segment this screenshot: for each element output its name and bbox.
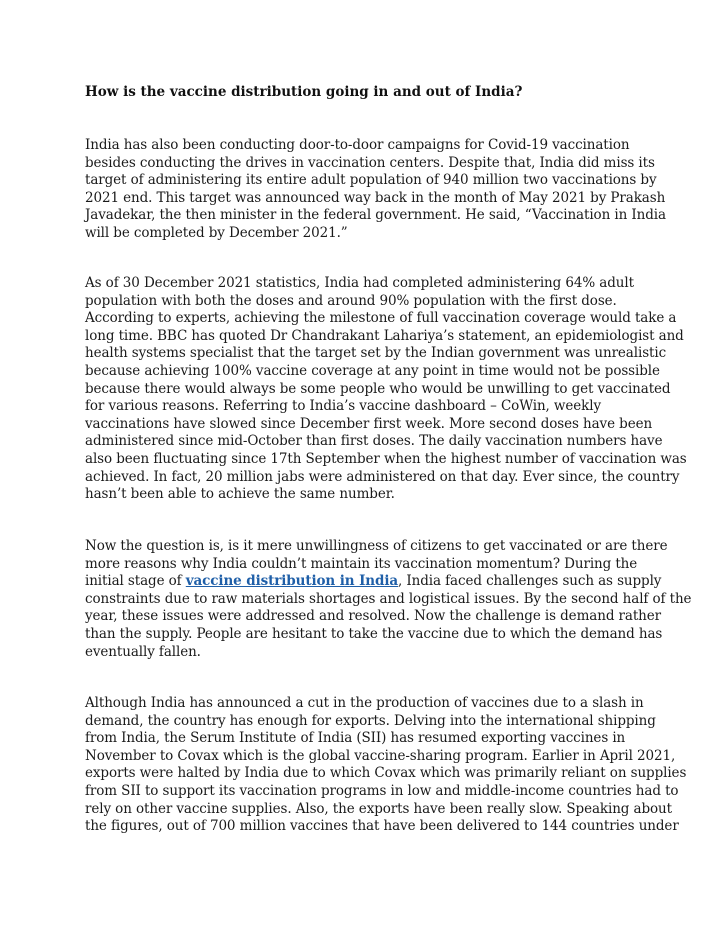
text-line: will be completed by December 2021.” (85, 224, 348, 241)
paragraph-statistics (85, 275, 687, 504)
text-line: exports were halted by India due to which Covax which was primarily reliant on supplies (85, 765, 687, 782)
text-line: November to Covax which is the global vaccine-sharing program. Earlier in April 2021, (85, 747, 676, 764)
text-line: also been fluctuating since 17th September when the highest number of vaccination was (85, 450, 687, 467)
vaccine-distribution-link[interactable]: vaccine distribution in India (185, 573, 399, 590)
text-line: the figures, out of 700 million vaccines that have been delivered to 144 countries under (85, 818, 679, 835)
text-line: vaccinations have slowed since December first week. More second doses have been (85, 415, 653, 432)
section-heading: How is the vaccine distribution going in and out of India? (85, 84, 523, 100)
text-line: from SII to support its vaccination programs in low and middle-income countries had to (85, 782, 679, 799)
text-line: According to experts, achieving the milestone of full vaccination coverage would take a (85, 310, 677, 327)
paragraph-momentum (85, 538, 692, 661)
text-line: target of administering its entire adult population of 940 million two vaccinations by (85, 172, 657, 189)
text-line: 2021 end. This target was announced way back in the month of May 2021 by Prakash (85, 189, 666, 206)
text-line: hasn’t been able to achieve the same number. (85, 486, 395, 503)
text-line: for various reasons. Referring to India’s vaccine dashboard – CoWin, weekly (85, 398, 601, 415)
text-line: long time. BBC has quoted Dr Chandrakant Lahariya’s statement, an epidemiologist and (85, 327, 684, 344)
text-line: Javadekar, the then minister in the federal government. He said, “Vaccination in India (85, 207, 666, 224)
text-line: health systems specialist that the target set by the Indian government was unrealistic (85, 345, 667, 362)
text-line: besides conducting the drives in vaccination centers. Despite that, India did miss its (85, 154, 655, 171)
link-suffix-text: , India faced challenges such as supply (398, 573, 662, 590)
text-line: than the supply. People are hesitant to take the vaccine due to which the demand has (85, 625, 663, 642)
text-line: rely on other vaccine supplies. Also, the exports have been really slow. Speaking about (85, 800, 672, 817)
text-line: demand, the country has enough for exports. Delving into the international shipping (85, 712, 656, 729)
link-prefix-text: initial stage of (85, 573, 186, 590)
text-line: constraints due to raw materials shortages and logistical issues. By the second half of the (85, 590, 692, 607)
text-line: administered since mid-October than first doses. The daily vaccination numbers have (85, 433, 663, 450)
paragraph-door-to-door (85, 137, 666, 243)
text-line: Although India has announced a cut in the production of vaccines due to a slash in (85, 695, 644, 711)
text-line: more reasons why India couldn’t maintain its vaccination momentum? During the (85, 555, 638, 572)
paragraph-exports (85, 695, 687, 836)
text-line: achieved. In fact, 20 million jabs were administered on that day. Ever since, the country (85, 468, 680, 485)
text-line: because achieving 100% vaccine coverage at any point in time would not be possible (85, 362, 660, 379)
text-line: population with both the doses and around 90% population with the first dose. (85, 292, 617, 309)
text-line: eventually fallen. (85, 643, 201, 660)
text-line: year, these issues were addressed and resolved. Now the challenge is demand rather (85, 608, 662, 625)
text-line: India has also been conducting door-to-door campaigns for Covid-19 vaccination (85, 137, 630, 153)
text-line: Now the question is, is it mere unwillingness of citizens to get vaccinated or are there (85, 538, 668, 554)
text-line: from India, the Serum Institute of India (SII) has resumed exporting vaccines in (85, 730, 626, 747)
text-line: because there would always be some people who would be unwilling to get vaccinated (85, 380, 671, 397)
text-line-with-link (85, 573, 662, 591)
text-line: As of 30 December 2021 statistics, India had completed administering 64% adult (85, 275, 634, 291)
